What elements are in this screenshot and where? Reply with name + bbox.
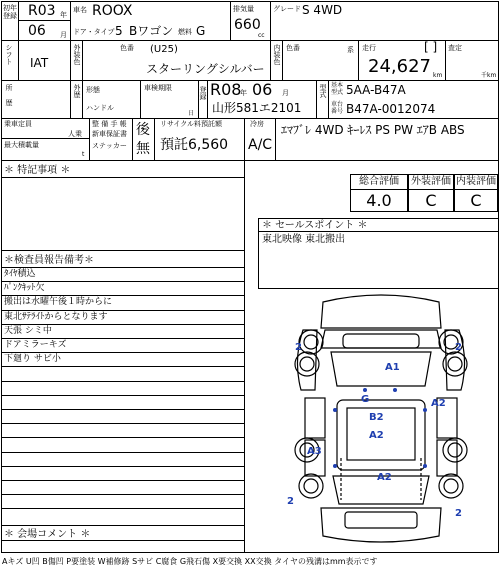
history-label: 所歴 <box>5 84 13 114</box>
venue-comment-title: ＊ 会場コメント ＊ <box>4 529 91 540</box>
car-name-label: 車名 <box>73 6 87 14</box>
model-label: 型式 <box>319 84 327 98</box>
car-name-value: ROOX <box>92 3 133 19</box>
color-code-label: 色番 <box>120 44 134 52</box>
interior-grade-label: 内装評価 <box>455 175 497 190</box>
aircon-label: 冷房 <box>250 120 264 128</box>
damage-mark-left-rear-door: A3 <box>307 446 322 457</box>
damage-mark-roof-rear: A2 <box>369 430 384 441</box>
mileage-value: 24,627 <box>368 56 431 77</box>
color-name-value: スターリングシルバー <box>146 62 265 76</box>
first-reg-month-unit: 月 <box>60 31 67 39</box>
damage-mark-roof-front: G <box>361 394 370 405</box>
shift-label: シフト <box>5 44 13 65</box>
mileage-unit: km <box>433 72 443 79</box>
damage-mark-rear-right-tire: 2 <box>455 508 462 519</box>
inspection-expiry-label: 車検期限 <box>144 84 172 92</box>
max-load-label: 最大積載量 <box>4 141 39 149</box>
inspection-line: 搬出は水曜午後１時からに <box>4 297 113 307</box>
inspection-rule <box>1 381 244 382</box>
max-load-unit: t <box>82 151 85 158</box>
inspection-rule <box>1 452 244 453</box>
overall-grade-label: 総合評価 <box>351 175 407 190</box>
inspection-line: ドアミラーキズ <box>4 340 67 350</box>
inspection-rule <box>1 395 244 396</box>
inspection-rule <box>1 366 244 367</box>
inspection-month-unit: 月 <box>282 89 289 97</box>
special-notes-title: ＊ 特記事項 ＊ <box>4 165 71 176</box>
registration-label: 登録 <box>199 86 207 100</box>
assess-unit: 千km <box>481 72 497 79</box>
color-code-value: (U25) <box>150 44 178 55</box>
displacement-value: 660 <box>234 17 261 33</box>
sticker-value: 無 <box>136 141 150 157</box>
sticker-label: ステッカー <box>92 142 127 150</box>
inspection-rule <box>1 281 244 282</box>
first-reg-year-unit: 年 <box>60 11 67 19</box>
damage-mark-front-right-tire: 2 <box>455 342 462 353</box>
fuel-value: G <box>196 24 206 38</box>
inspection-year-value: R08 <box>210 80 242 99</box>
first-registration-label: 初年 登録 <box>3 4 17 20</box>
exterior-color-label: 外装色 <box>73 44 81 65</box>
inspection-rule <box>1 480 244 481</box>
maintenance-label: 整 備 手 帳 <box>92 120 127 128</box>
assess-label: 査定 <box>448 44 462 52</box>
inspection-line: ﾊﾟﾝｸｷｯﾄ欠 <box>4 283 45 293</box>
base-type-label: 基本 型式 <box>331 82 344 96</box>
inspection-rule <box>1 352 244 353</box>
displacement-label: 排気量 <box>233 5 254 13</box>
overall-grade-box <box>350 174 408 212</box>
exterior-grade-box <box>408 174 454 212</box>
displacement-unit: cc <box>258 32 265 39</box>
damage-mark-rear-window: A2 <box>377 472 392 483</box>
sales-point-title: ＊ セールスポイント ＊ <box>262 220 368 231</box>
inspection-rule <box>1 494 244 495</box>
interior-color-kei: 系 <box>347 46 354 54</box>
car-damage-diagram <box>265 290 497 552</box>
recycle-value: 預託6,560 <box>160 137 229 153</box>
first-reg-month: 06 <box>28 23 46 39</box>
chassis-value: B47A-0012074 <box>346 102 436 116</box>
body-type-value: Bワゴン <box>129 24 174 38</box>
inspection-rule <box>1 409 244 410</box>
handle-label: ハンドル <box>86 104 114 112</box>
inspection-line: 天張 シミ中 <box>4 326 52 336</box>
exterior-history-label: 外歴 <box>73 84 81 98</box>
form-label: 形態 <box>86 86 100 94</box>
grade-value: S 4WD <box>302 3 343 17</box>
exterior-grade-value: C <box>425 191 437 210</box>
plate-value: 山形581エ2101 <box>212 101 302 115</box>
damage-mark-roof-center: B2 <box>369 412 384 423</box>
damage-mark-rear-left-tire: 2 <box>287 496 294 507</box>
interior-grade-box <box>454 174 498 212</box>
shift-value: IAT <box>30 56 49 70</box>
damage-mark-right-door: A2 <box>431 398 446 409</box>
recycle-label: リサイクル料預託額 <box>160 120 223 128</box>
damage-mark-front-left-tire: 2 <box>295 342 302 353</box>
aircon-value: A/C <box>248 137 273 153</box>
interior-grade-value: C <box>470 191 482 210</box>
inspection-day-unit: 日 <box>188 110 195 117</box>
inspection-report-title: ＊検査員報告備考＊ <box>4 255 94 266</box>
mileage-bracket: [ ] <box>424 40 438 54</box>
capacity-label: 乗車定員 <box>4 120 32 128</box>
inspection-rule <box>1 508 244 509</box>
capacity-unit: 人乗 <box>68 130 82 138</box>
damage-mark-windshield: A1 <box>385 362 400 373</box>
inspection-rule <box>1 324 244 325</box>
inspection-rule <box>1 466 244 467</box>
sales-point-text: 東北映像 東北搬出 <box>262 234 346 245</box>
inspection-rule <box>1 310 244 311</box>
chassis-label: 車台 番号 <box>331 101 344 115</box>
equipment-value: ｴﾏﾌﾞﾚ 4WD ｷｰﾚｽ PS PW ｴｱB ABS <box>281 123 465 137</box>
inspection-line: 東北ｻﾃﾗｲﾄからとなります <box>4 312 108 322</box>
base-type-value: 5AA-B47A <box>346 83 406 97</box>
hood-outline <box>321 295 441 328</box>
interior-color-label: 内装色 <box>273 44 281 65</box>
inspection-rule <box>1 295 244 296</box>
first-reg-year: R03 <box>28 3 56 19</box>
inspection-rule <box>1 437 244 438</box>
interior-color-no-label: 色番 <box>286 44 300 52</box>
inspection-rule <box>1 423 244 424</box>
exterior-grade-label: 外装評価 <box>409 175 453 190</box>
fuel-label: 燃料 <box>178 28 192 36</box>
warranty-label: 新車保証書 <box>92 130 127 138</box>
overall-grade-value: 4.0 <box>366 191 392 210</box>
inspection-month-value: 06 <box>252 80 273 99</box>
mileage-label: 走行 <box>362 44 376 52</box>
inspection-line: ﾀｲﾔ積込 <box>4 269 36 279</box>
inspection-year-unit: 年 <box>240 89 247 97</box>
maintenance-value: 後 <box>136 122 150 138</box>
inspection-rule <box>1 338 244 339</box>
inspection-rule <box>1 267 244 268</box>
damage-legend: Aキズ U凹 B傷凹 P要塗装 W補修跡 Sサビ C腐食 G飛石傷 X要交換 XX交換 タイヤの残溝はmm表示です <box>2 557 378 566</box>
doors-value: 5 <box>115 24 123 38</box>
doors-label: ドア・タイプ <box>73 28 115 36</box>
grade-label: グレード <box>273 5 301 13</box>
inspection-line: 下廻り サビ小 <box>4 354 61 364</box>
